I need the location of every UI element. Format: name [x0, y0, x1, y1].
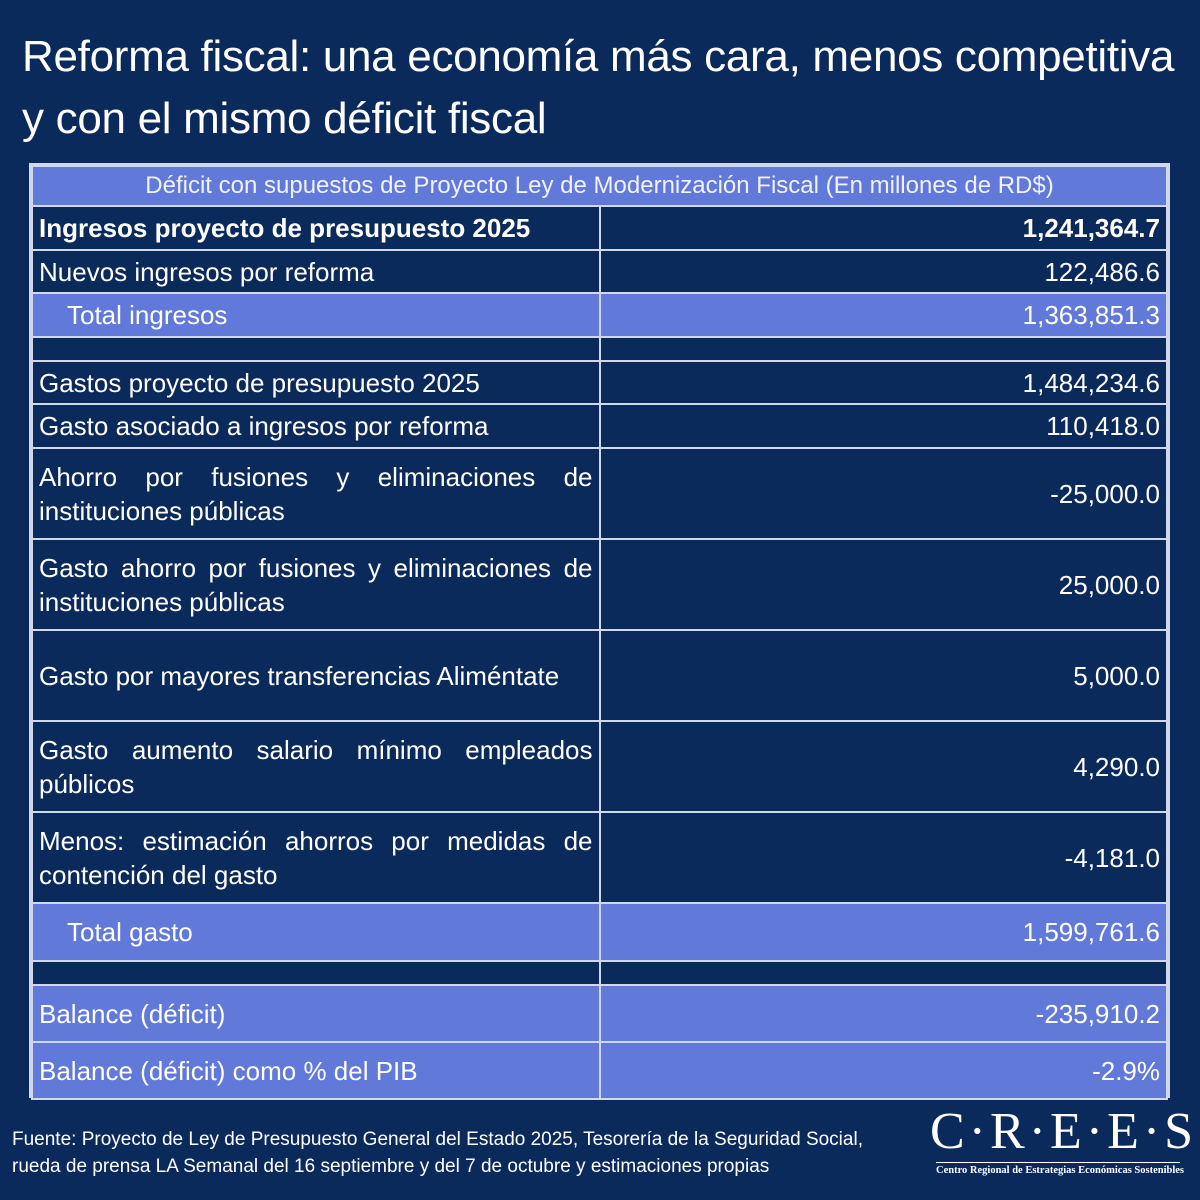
spacer-row	[32, 337, 1167, 361]
table-row	[32, 361, 1167, 404]
source-note: Fuente: Proyecto de Ley de Presupuesto General del Estado 2025, Tesorería de la Seguridad Social, rueda de prensa LA Semanal del 16 septiembre y del 7 de octubre y estimaciones propias	[12, 1129, 863, 1177]
row-value: -2.9%	[600, 1042, 1168, 1099]
row-label: Gasto asociado a ingresos por reforma	[32, 404, 600, 448]
row-label: Ingresos proyecto de presupuesto 2025	[32, 206, 600, 250]
row-value: -235,910.2	[600, 985, 1168, 1042]
row-value: -4,181.0	[600, 812, 1168, 903]
row-label: Ahorro por fusiones y eliminaciones de instituciones públicas	[32, 448, 600, 539]
table-row	[32, 903, 1167, 961]
table-row	[32, 630, 1167, 721]
row-value: 1,599,761.6	[600, 903, 1168, 961]
row-label	[32, 961, 600, 985]
page-title: Reforma fiscal: una economía más cara, menos competitiva y con el mismo déficit fiscal	[22, 32, 1175, 143]
row-label: Gastos proyecto de presupuesto 2025	[32, 361, 600, 404]
table-row	[32, 721, 1167, 812]
deficit-table	[29, 163, 1170, 1098]
row-label	[32, 337, 600, 361]
table-row	[32, 1042, 1167, 1099]
row-value: 110,418.0	[600, 404, 1168, 448]
row-value: 5,000.0	[600, 630, 1168, 721]
table-row	[32, 812, 1167, 903]
row-label: Menos: estimación ahorros por medidas de contención del gasto	[32, 812, 600, 903]
table-row	[32, 404, 1167, 448]
row-value: 25,000.0	[600, 539, 1168, 630]
logo-wordmark: C·R·E·E·S	[930, 1103, 1198, 1160]
spacer-row	[32, 961, 1167, 985]
row-label: Balance (déficit) como % del PIB	[32, 1042, 600, 1099]
table-row	[32, 985, 1167, 1042]
row-value: 1,484,234.6	[600, 361, 1168, 404]
row-label: Total gasto	[32, 903, 600, 961]
row-value: -25,000.0	[600, 448, 1168, 539]
table-header: Déficit con supuestos de Proyecto Ley de Modernización Fiscal (En millones de RD$)	[32, 166, 1167, 206]
row-value: 122,486.6	[600, 250, 1168, 293]
row-value: 1,363,851.3	[600, 293, 1168, 337]
row-label: Balance (déficit)	[32, 985, 600, 1042]
row-label: Gasto por mayores transferencias Aliméntate	[32, 630, 600, 721]
table-row	[32, 250, 1167, 293]
table-header-row	[32, 166, 1167, 206]
table-row	[32, 448, 1167, 539]
row-label: Gasto ahorro por fusiones y eliminaciones de instituciones públicas	[32, 539, 600, 630]
logo-subtitle: Centro Regional de Estrategias Económicas Sostenibles	[936, 1162, 1180, 1176]
row-value	[600, 961, 1168, 985]
crees-logo	[930, 1103, 1198, 1182]
row-value	[600, 337, 1168, 361]
row-label: Total ingresos	[32, 293, 600, 337]
table-row	[32, 539, 1167, 630]
row-label: Nuevos ingresos por reforma	[32, 250, 600, 293]
row-label: Gasto aumento salario mínimo empleados públicos	[32, 721, 600, 812]
table-row	[32, 293, 1167, 337]
row-value: 1,241,364.7	[600, 206, 1168, 250]
table-row	[32, 206, 1167, 250]
row-value: 4,290.0	[600, 721, 1168, 812]
